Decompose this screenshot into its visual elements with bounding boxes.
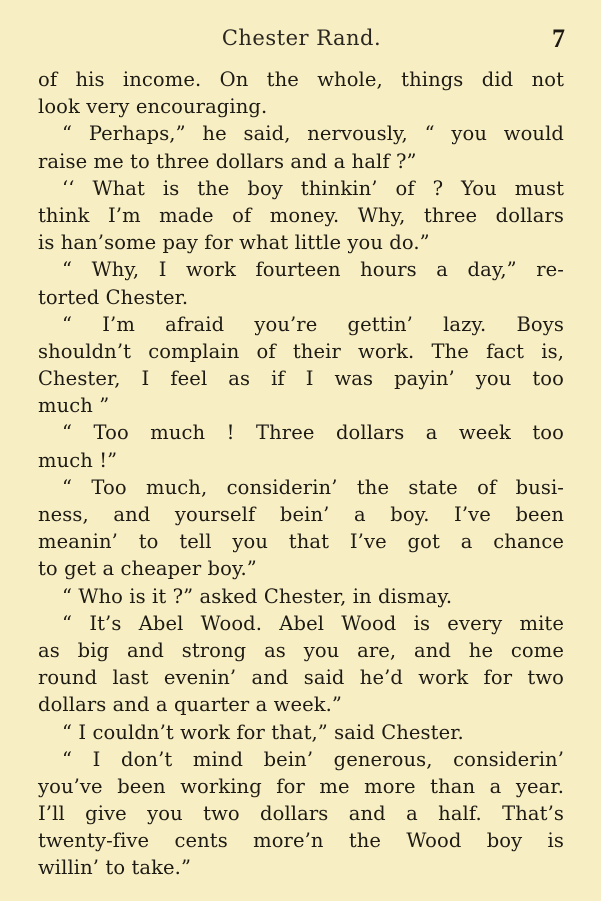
text-line: raise me to three dollars and a half ?” xyxy=(38,149,417,173)
text-line: ness, and yourself bein’ a boy. I’ve been xyxy=(38,503,564,526)
text-line: look very encouraging. xyxy=(38,95,268,119)
text-line: to get a cheaper boy.” xyxy=(38,557,257,581)
text-line: round last evenin’ and said he’d work for two xyxy=(38,666,564,690)
text-line: “ I don’t mind bein’ generous, considerin’ xyxy=(62,747,564,771)
text-line: much ” xyxy=(38,394,110,418)
text-line: torted Chester. xyxy=(38,285,189,309)
text-line: “ Why, I work fourteen hours a day,” re- xyxy=(62,258,564,282)
text-line: I’ll give you two dollars and a half. That’s xyxy=(38,802,564,826)
text-line: “ Too much ! Three dollars a week too xyxy=(62,421,564,445)
text-line: as big and strong as you are, and he come xyxy=(38,638,564,662)
text-line: shouldn’t complain of their work. The fact is, xyxy=(38,339,564,363)
text-line: “ Who is it ?” asked Chester, in dismay. xyxy=(62,584,453,608)
page-header xyxy=(38,22,565,56)
text-line: of his income. On the whole, things did not xyxy=(38,68,564,91)
text-line: meanin’ to tell you that I’ve got a chance xyxy=(38,530,564,554)
text-line: “ Too much, considerin’ the state of busi- xyxy=(62,475,564,499)
text-line: dollars and a quarter a week.” xyxy=(38,693,343,717)
text-line: much !” xyxy=(38,448,118,472)
text-line: you’ve been working for me more than a year. xyxy=(38,774,564,798)
running-head: Chester Rand. xyxy=(221,26,382,50)
text-line: “ I couldn’t work for that,” said Chester. xyxy=(62,720,464,744)
page-number: 7 xyxy=(552,24,565,53)
body-text xyxy=(38,66,564,882)
text-line: twenty-five cents more’n the Wood boy is xyxy=(38,829,564,853)
text-line: “ I’m afraid you’re gettin’ lazy. Boys xyxy=(62,312,564,336)
text-line: “ It’s Abel Wood. Abel Wood is every mite xyxy=(62,611,564,635)
text-line: ‘‘ What is the boy thinkin’ of ? You must xyxy=(62,176,564,200)
text-line: think I’m made of money. Why, three dollars xyxy=(38,203,564,227)
text-line: “ Perhaps,” he said, nervously, “ you would xyxy=(62,122,564,146)
text-line: Chester, I feel as if I was payin’ you too xyxy=(38,367,564,391)
text-line: is han’some pay for what little you do.” xyxy=(38,231,430,255)
text-line: willin’ to take.” xyxy=(38,856,192,880)
